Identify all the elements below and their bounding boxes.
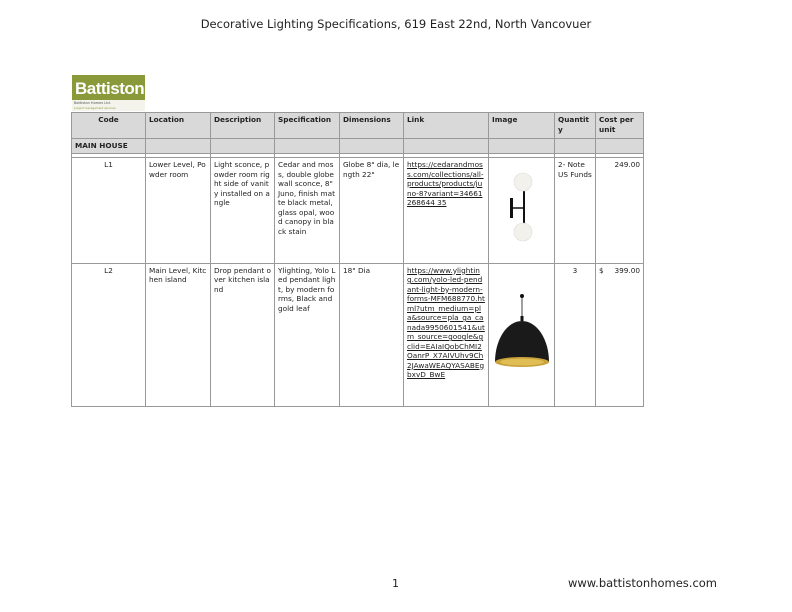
- dome-pendant-icon: [492, 266, 552, 402]
- document-title: Decorative Lighting Specifications, 619 East 22nd, North Vancovuer: [200, 17, 592, 31]
- cost-value: 249.00: [614, 160, 640, 169]
- cell-dimensions: Globe 8" dia, length 22": [340, 158, 404, 264]
- header-image: Image: [489, 113, 555, 139]
- table-row: [72, 263, 644, 407]
- table-row: [72, 158, 644, 264]
- table-header-row: [72, 113, 644, 139]
- cell-location: Lower Level, Powder room: [146, 158, 211, 264]
- header-link: Link: [404, 113, 489, 139]
- cell-location: Main Level, Kitchen island: [146, 263, 211, 407]
- company-logo: [72, 75, 145, 111]
- cell-image: [489, 263, 555, 407]
- section-fill: [489, 139, 555, 154]
- cell-code: L2: [72, 263, 146, 407]
- header-specification: Specification: [275, 113, 340, 139]
- header-description: Description: [211, 113, 275, 139]
- cell-specification: Ylighting, Yolo Led pendant light, by modern forms, Black and gold leaf: [275, 263, 340, 407]
- cell-description: Light sconce, powder room right side of vanity installed on angle: [211, 158, 275, 264]
- logo-subtitle: Battiston Homes Ltd.: [74, 101, 111, 105]
- logo-tagline: project management services: [74, 106, 116, 110]
- cost-value: 399.00: [614, 265, 640, 275]
- section-fill: [275, 139, 340, 154]
- specification-table: [71, 112, 644, 407]
- cell-description: Drop pendant over kitchen island: [211, 263, 275, 407]
- header-cost: Cost per unit: [596, 113, 644, 139]
- cell-quantity: 2- Note US Funds: [555, 158, 596, 264]
- double-globe-sconce-icon: [492, 160, 552, 258]
- header-code: Code: [72, 113, 146, 139]
- cell-image: [489, 158, 555, 264]
- cell-specification: Cedar and moss, double globe wall sconce, 8" Juno, finish matte black metal, glass opal, wood canopy in black stain: [275, 158, 340, 264]
- logo-word: Battiston: [75, 79, 145, 98]
- section-row: [72, 139, 644, 154]
- cell-code: L1: [72, 158, 146, 264]
- header-dimensions: Dimensions: [340, 113, 404, 139]
- website-link[interactable]: www.battistonhomes.com: [568, 576, 718, 590]
- product-link[interactable]: https://cedarandmoss.com/collections/all-products/products/juno-8?variant=34661268644 35: [404, 158, 489, 264]
- cell-dimensions: 18" Dia: [340, 263, 404, 407]
- section-label: MAIN HOUSE: [72, 139, 146, 154]
- section-fill: [146, 139, 211, 154]
- section-fill: [404, 139, 489, 154]
- section-fill: [211, 139, 275, 154]
- section-fill: [555, 139, 596, 154]
- cell-cost: [596, 263, 644, 407]
- header-location: Location: [146, 113, 211, 139]
- cost-currency: $: [599, 265, 604, 275]
- section-fill: [596, 139, 644, 154]
- header-quantity: Quantity: [555, 113, 596, 139]
- page-number: 1: [392, 577, 399, 590]
- product-link[interactable]: https://www.ylighting.com/yolo-led-pendant-light-by-modern-forms-MFM688770.html?utm_medium=pla&source=pla_ga_canada9950601541&utm_source=google&gclid=EAIaIQobChMI2OanrP_X7AIVUhv9Ch2JAwaWEAQYASABEgbxvD_BwE: [404, 263, 489, 407]
- cell-quantity: 3: [555, 263, 596, 407]
- section-fill: [340, 139, 404, 154]
- cell-cost: [596, 158, 644, 264]
